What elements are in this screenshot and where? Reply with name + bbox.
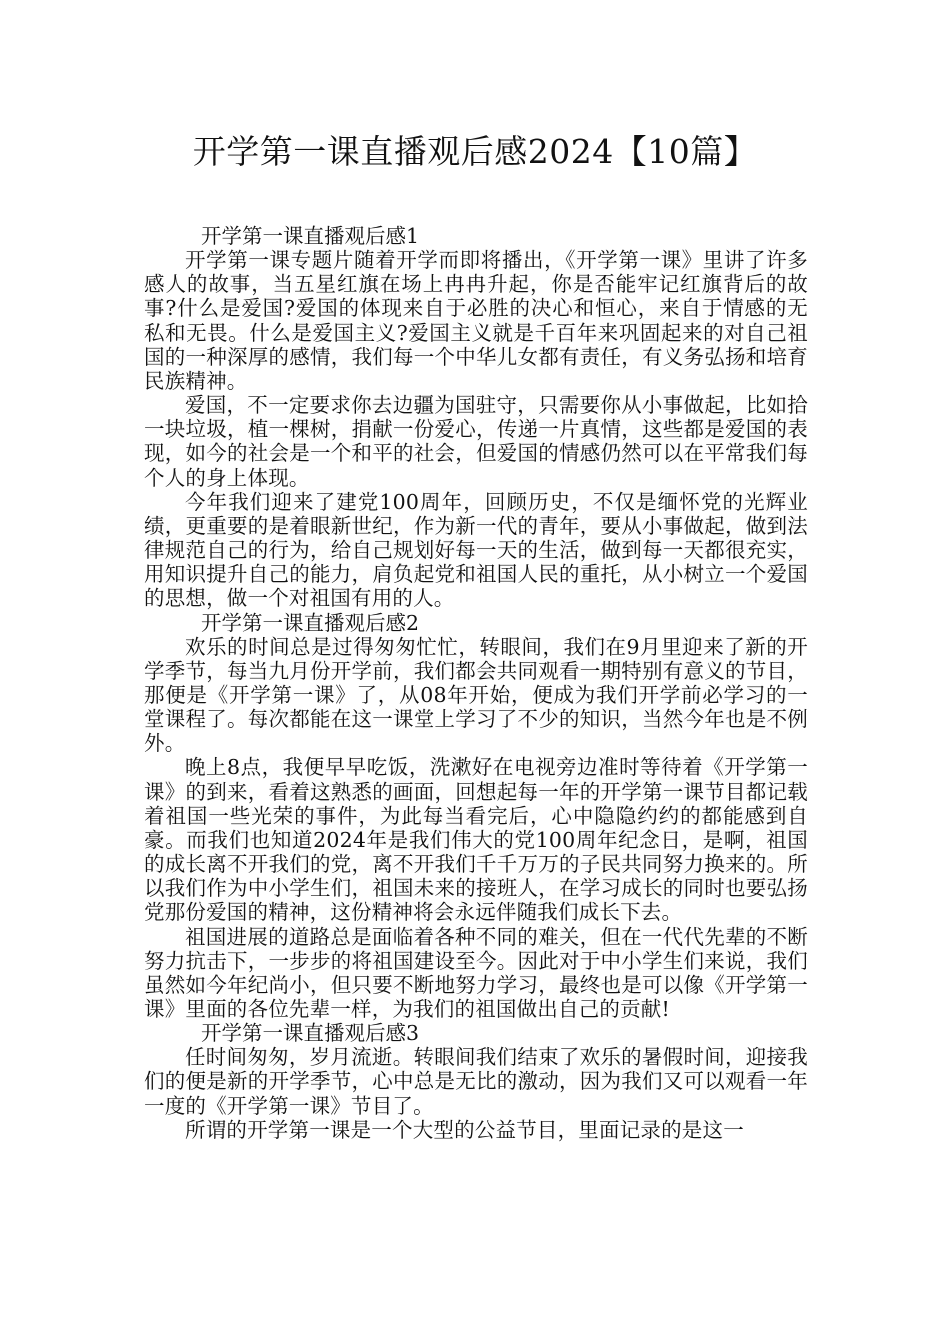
section-heading-1: 开学第一课直播观后感1 bbox=[201, 224, 420, 248]
section-heading-3: 开学第一课直播观后感3 bbox=[201, 1021, 420, 1046]
document-title: 开学第一课直播观后感2024【10篇】 bbox=[192, 132, 758, 171]
paragraph: 爱国，不一定要求你去边疆为国驻守，只需要你从小事做起，比如拾一块垃圾，植一棵树，捐献一份爱心，传递一片真情，这些都是爱国的表现，如今的社会是一个和平的社会，但爱国的情感仍然可以在平常我们每个人的身上体现。 bbox=[144, 393, 808, 490]
paragraph: 今年我们迎来了建党100周年，回顾历史，不仅是缅怀党的光辉业绩，更重要的是着眼新世纪，作为新一代的青年，要从小事做起，做到法律规范自己的行为，给自己规划好每一天的生活，做到每一天都很充实，用知识提升自己的能力，肩负起党和祖国人民的重托，从小树立一个爱国的思想，做一个对祖国有用的人。 bbox=[144, 489, 808, 611]
paragraph: 任时间匆匆，岁月流逝。转眼间我们结束了欢乐的暑假时间，迎接我们的便是新的开学季节，心中总是无比的激动，因为我们又可以观看一年一度的《开学第一课》节目了。 bbox=[144, 1045, 808, 1118]
document-body bbox=[144, 224, 808, 1142]
paragraph: 欢乐的时间总是过得匆匆忙忙，转眼间，我们在9月里迎来了新的开学季节，每当九月份开学前，我们都会共同观看一期特别有意义的节目，那便是《开学第一课》了，从08年开始，便成为我们开学前必学习的一堂课程了。每次都能在这一课堂上学习了不少的知识，当然今年也是不例外。 bbox=[144, 634, 808, 756]
paragraph: 祖国进展的道路总是面临着各种不同的难关，但在一代代先辈的不断努力抗击下，一步步的将祖国建设至今。因此对于中小学生们来说，我们虽然如今年纪尚小，但只要不断地努力学习，最终也是可以像《开学第一课》里面的各位先辈一样，为我们的祖国做出自己的贡献! bbox=[144, 924, 808, 1021]
paragraph: 所谓的开学第一课是一个大型的公益节目，里面记录的是这一 bbox=[185, 1117, 744, 1142]
paragraph: 开学第一课专题片随着开学而即将播出，《开学第一课》里讲了许多感人的故事，当五星红旗在场上冉冉升起，你是否能牢记红旗背后的故事?什么是爱国?爱国的体现来自于必胜的决心和恒心，来自于情感的无私和无畏。什么是爱国主义?爱国主义就是千百年来巩固起来的对自己祖国的一种深厚的感情，我们每一个中华儿女都有责任，有义务弘扬和培育民族精神。 bbox=[144, 248, 808, 393]
section-heading-2: 开学第一课直播观后感2 bbox=[201, 610, 420, 635]
paragraph: 晚上8点，我便早早吃饭，洗漱好在电视旁边准时等待着《开学第一课》的到来，看着这熟悉的画面，回想起每一年的开学第一课节目都记载着祖国一些光荣的事件，为此每当看完后，心中隐隐约约的都能感到自豪。而我们也知道2024年是我们伟大的党100周年纪念日，是啊，祖国的成长离不开我们的党，离不开我们千千万万的子民共同努力换来的。所以我们作为中小学生们，祖国未来的接班人，在学习成长的同时也要弘扬党那份爱国的精神，这份精神将会永远伴随我们成长下去。 bbox=[144, 755, 808, 925]
